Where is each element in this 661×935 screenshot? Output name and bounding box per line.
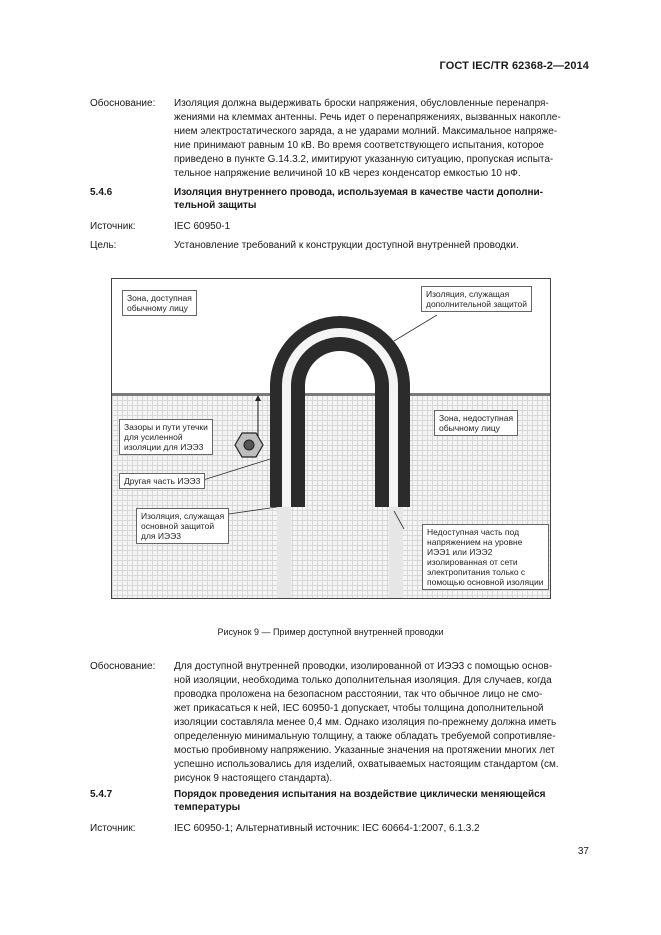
hex-nut-hole — [244, 440, 254, 450]
text-line: жет прикасаться к ней, IEC 60950-1 допускает, чтобы толщина дополнительной — [174, 703, 544, 714]
rationale-text-1 — [174, 97, 594, 181]
figure-caption: Рисунок 9 — Пример доступной внутренней проводки — [217, 627, 444, 637]
figure-9 — [111, 278, 551, 599]
leader-supplementary — [394, 315, 437, 341]
text-line: нием электростатического заряда, а не ударами молний. Максимальное напряже- — [174, 126, 558, 137]
text-line: жениями на клеммах антенны. Речь идет о перенапряжениях, вызванных накопле- — [174, 112, 561, 123]
source-label-547: Источник: — [90, 823, 136, 834]
text-line: ной изоляции, необходима только дополнительная изоляция. Для случаев, когда — [174, 675, 552, 686]
text-line: тельное напряжение величиной 10 кВ через конденсатор емкостью 10 нФ. — [174, 168, 521, 179]
text-line: мостью пробивному напряжению. Указанные значения на протяжении многих лет — [174, 745, 556, 756]
text-line: проводка проложена на безопасном расстоянии, так что обычное лицо не смо- — [174, 689, 543, 700]
label-basic-insulation: Изоляция, служащая основной защитой для ИЭЭ3 — [136, 508, 229, 544]
text-line: Для доступной внутренней проводки, изолированной от ИЭЭ3 с помощью основ- — [174, 661, 553, 672]
title-line: Изоляция внутреннего провода, используемая в качестве части дополни- — [174, 187, 543, 198]
wire-leg-faded-left — [277, 507, 291, 598]
label-gaps-creepage: Зазоры и пути утечки для усиленной изоляции для ИЭЭ3 — [119, 419, 213, 455]
section-title-546 — [174, 186, 594, 212]
goal-value: Установление требований к конструкции доступной внутренней проводки. — [174, 240, 519, 251]
arrow-head-top — [255, 395, 261, 401]
text-line: изоляции составляла менее 0,4 мм. Однако изоляция по-прежнему должна иметь — [174, 717, 557, 728]
label-inaccessible-part: Недоступная часть под напряжением на уровне ИЭЭ1 или ИЭЭ2 изолированная от сети электропитания только с помощью основной изоляции — [422, 524, 549, 590]
rationale-text-2 — [174, 660, 594, 786]
section-title-547 — [174, 788, 594, 814]
title-line: Порядок проведения испытания на воздействие циклически меняющейся — [174, 789, 546, 800]
text-line: рисунок 9 настоящего стандарта). — [174, 773, 333, 784]
rationale-label-2: Обоснование: — [90, 661, 156, 672]
source-value-547: IEC 60950-1; Альтернативный источник: IEC 60664-1:2007, 6.1.3.2 — [174, 823, 480, 834]
title-line: температуры — [174, 802, 241, 813]
document-header: ГОСТ IEC/TR 62368-2—2014 — [439, 60, 589, 72]
page-number: 37 — [577, 846, 589, 857]
text-line: успешно использовались для изделий, охватываемых настоящим стандартом (см. — [174, 759, 559, 770]
text-line: определенную минимальную толщину, а также обладать требуемой сопротивляе- — [174, 731, 556, 742]
text-line: ние принимают равным 10 кВ. Во время соответствующего испытания, которое — [174, 140, 544, 151]
source-label-546: Источник: — [90, 221, 136, 232]
title-line: тельной защиты — [174, 200, 257, 211]
section-number-546: 5.4.6 — [90, 187, 113, 198]
text-line: Изоляция должна выдерживать броски напряжения, обусловленные перенапря- — [174, 98, 549, 109]
label-other-part: Другая часть ИЭЭ3 — [119, 473, 205, 489]
leader-other-part — [200, 459, 270, 481]
rationale-label-1: Обоснование: — [90, 98, 156, 109]
text-line: приведено в пункте G.14.3.2, имитируют указанную ситуацию, пропуская испыта- — [174, 154, 554, 165]
source-value-546: IEC 60950-1 — [174, 221, 231, 232]
wire-leg-faded-right — [389, 507, 403, 598]
goal-label: Цель: — [90, 240, 117, 251]
section-number-547: 5.4.7 — [90, 789, 113, 800]
label-supplementary-insulation: Изоляция, служащая дополнительной защитой — [421, 286, 532, 312]
label-zone-accessible: Зона, доступная обычному лицу — [122, 290, 197, 316]
label-zone-inaccessible: Зона, недоступная обычному лицу — [434, 410, 518, 436]
